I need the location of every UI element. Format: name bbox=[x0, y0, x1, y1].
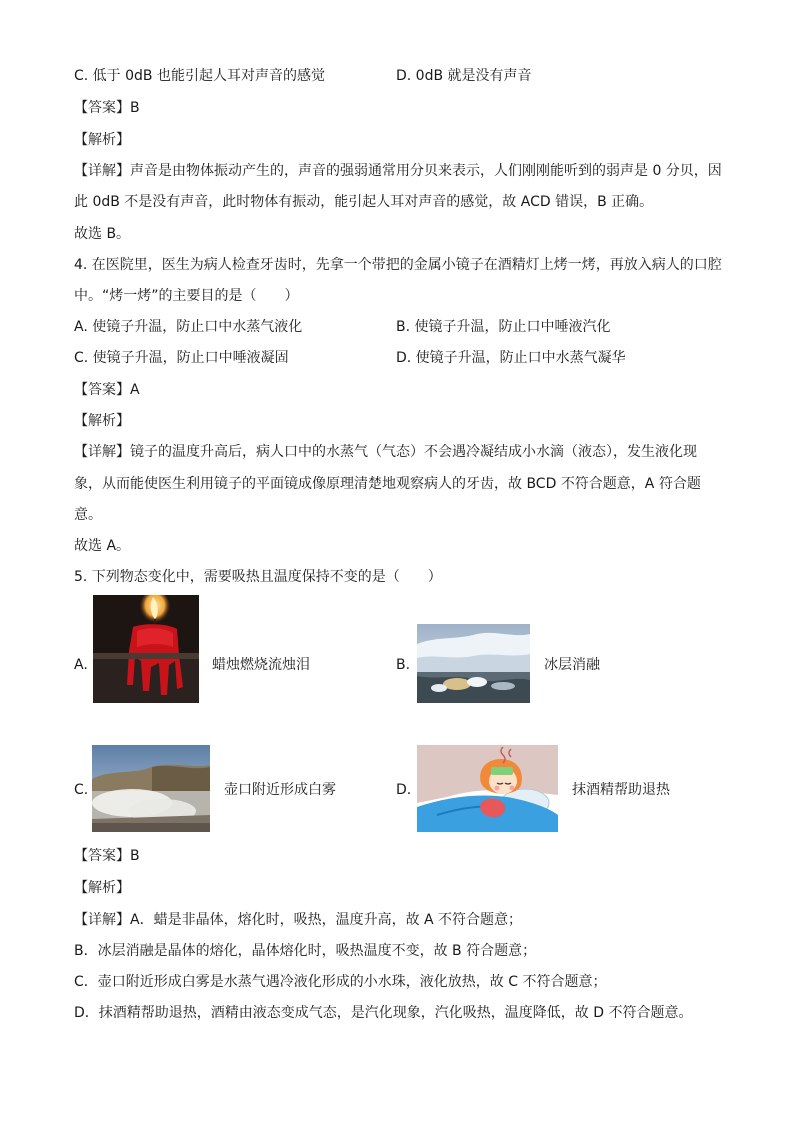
q5-option-a-letter: A. bbox=[74, 657, 88, 673]
waterfall-mist-image bbox=[92, 745, 210, 832]
q5-option-b-letter: B. bbox=[396, 657, 411, 673]
q4-option-b: B. 使镜子升温，防止口中唾液汽化 bbox=[396, 319, 611, 335]
q5-detail-d: D．抹酒精帮助退热，酒精由液态变成气态，是汽化现象，汽化吸热，温度降低，故 D 不符合题意。 bbox=[74, 1005, 693, 1021]
q5-analysis-label: 【解析】 bbox=[74, 880, 130, 896]
q3-detail-line-1: 【详解】声音是由物体振动产生的，声音的强弱通常用分贝来表示，人们刚刚能听到的弱声是 0 分贝，因 bbox=[74, 163, 722, 179]
q4-detail-line-3: 意。 bbox=[74, 507, 102, 523]
q3-analysis-label: 【解析】 bbox=[74, 132, 130, 148]
q4-detail-line-2: 象，从而能使医生利用镜子的平面镜成像原理清楚地观察病人的牙齿，故 BCD 不符合题意，A 符合题 bbox=[74, 476, 701, 492]
q5-detail-a: 【详解】A．蜡是非晶体，熔化时，吸热，温度升高，故 A 不符合题意； bbox=[74, 912, 523, 928]
q3-option-d: D. 0dB 就是没有声音 bbox=[396, 68, 532, 84]
q5-option-c-letter: C. bbox=[74, 782, 89, 798]
q5-answer: 【答案】B bbox=[74, 848, 140, 864]
q3-option-c: C. 低于 0dB 也能引起人耳对声音的感觉 bbox=[74, 68, 325, 84]
candle-image bbox=[93, 595, 199, 703]
q4-conclusion: 故选 A。 bbox=[74, 538, 131, 554]
q5-option-a-text: 蜡烛燃烧流烛泪 bbox=[212, 657, 310, 673]
fever-cartoon-image bbox=[417, 745, 558, 832]
q4-option-c: C. 使镜子升温，防止口中唾液凝固 bbox=[74, 350, 289, 366]
q4-answer: 【答案】A bbox=[74, 382, 140, 398]
q3-detail-line-2: 此 0dB 不是没有声音，此时物体有振动，能引起人耳对声音的感觉，故 ACD 错误，B 正确。 bbox=[74, 194, 654, 210]
q4-analysis-label: 【解析】 bbox=[74, 413, 130, 429]
q4-stem-line-2: 中。“烤一烤”的主要目的是（ ） bbox=[74, 288, 299, 304]
q4-detail-line-1: 【详解】镜子的温度升高后，病人口中的水蒸气（气态）不会遇冷凝结成小水滴（液态），发生液化现 bbox=[74, 444, 697, 460]
q5-detail-b: B．冰层消融是晶体的熔化，晶体熔化时，吸热温度不变，故 B 符合题意； bbox=[74, 943, 537, 959]
q5-option-c-text: 壶口附近形成白雾 bbox=[224, 782, 336, 798]
q4-option-a: A. 使镜子升温，防止口中水蒸气液化 bbox=[74, 319, 303, 335]
q5-option-d-text: 抹酒精帮助退热 bbox=[572, 782, 670, 798]
melting-ice-image bbox=[417, 624, 530, 703]
q5-option-d-letter: D. bbox=[396, 782, 412, 798]
q5-stem: 5. 下列物态变化中，需要吸热且温度保持不变的是（ ） bbox=[74, 569, 442, 585]
q3-answer: 【答案】B bbox=[74, 100, 140, 116]
q5-option-b-text: 冰层消融 bbox=[544, 657, 600, 673]
q4-stem-line-1: 4. 在医院里，医生为病人检查牙齿时，先拿一个带把的金属小镜子在酒精灯上烤一烤，再放入病人的口腔 bbox=[74, 257, 722, 273]
q5-detail-c: C．壶口附近形成白雾是水蒸气遇冷液化形成的小水珠，液化放热，故 C 不符合题意； bbox=[74, 974, 607, 990]
q3-conclusion: 故选 B。 bbox=[74, 226, 131, 242]
q4-option-d: D. 使镜子升温，防止口中水蒸气凝华 bbox=[396, 350, 626, 366]
